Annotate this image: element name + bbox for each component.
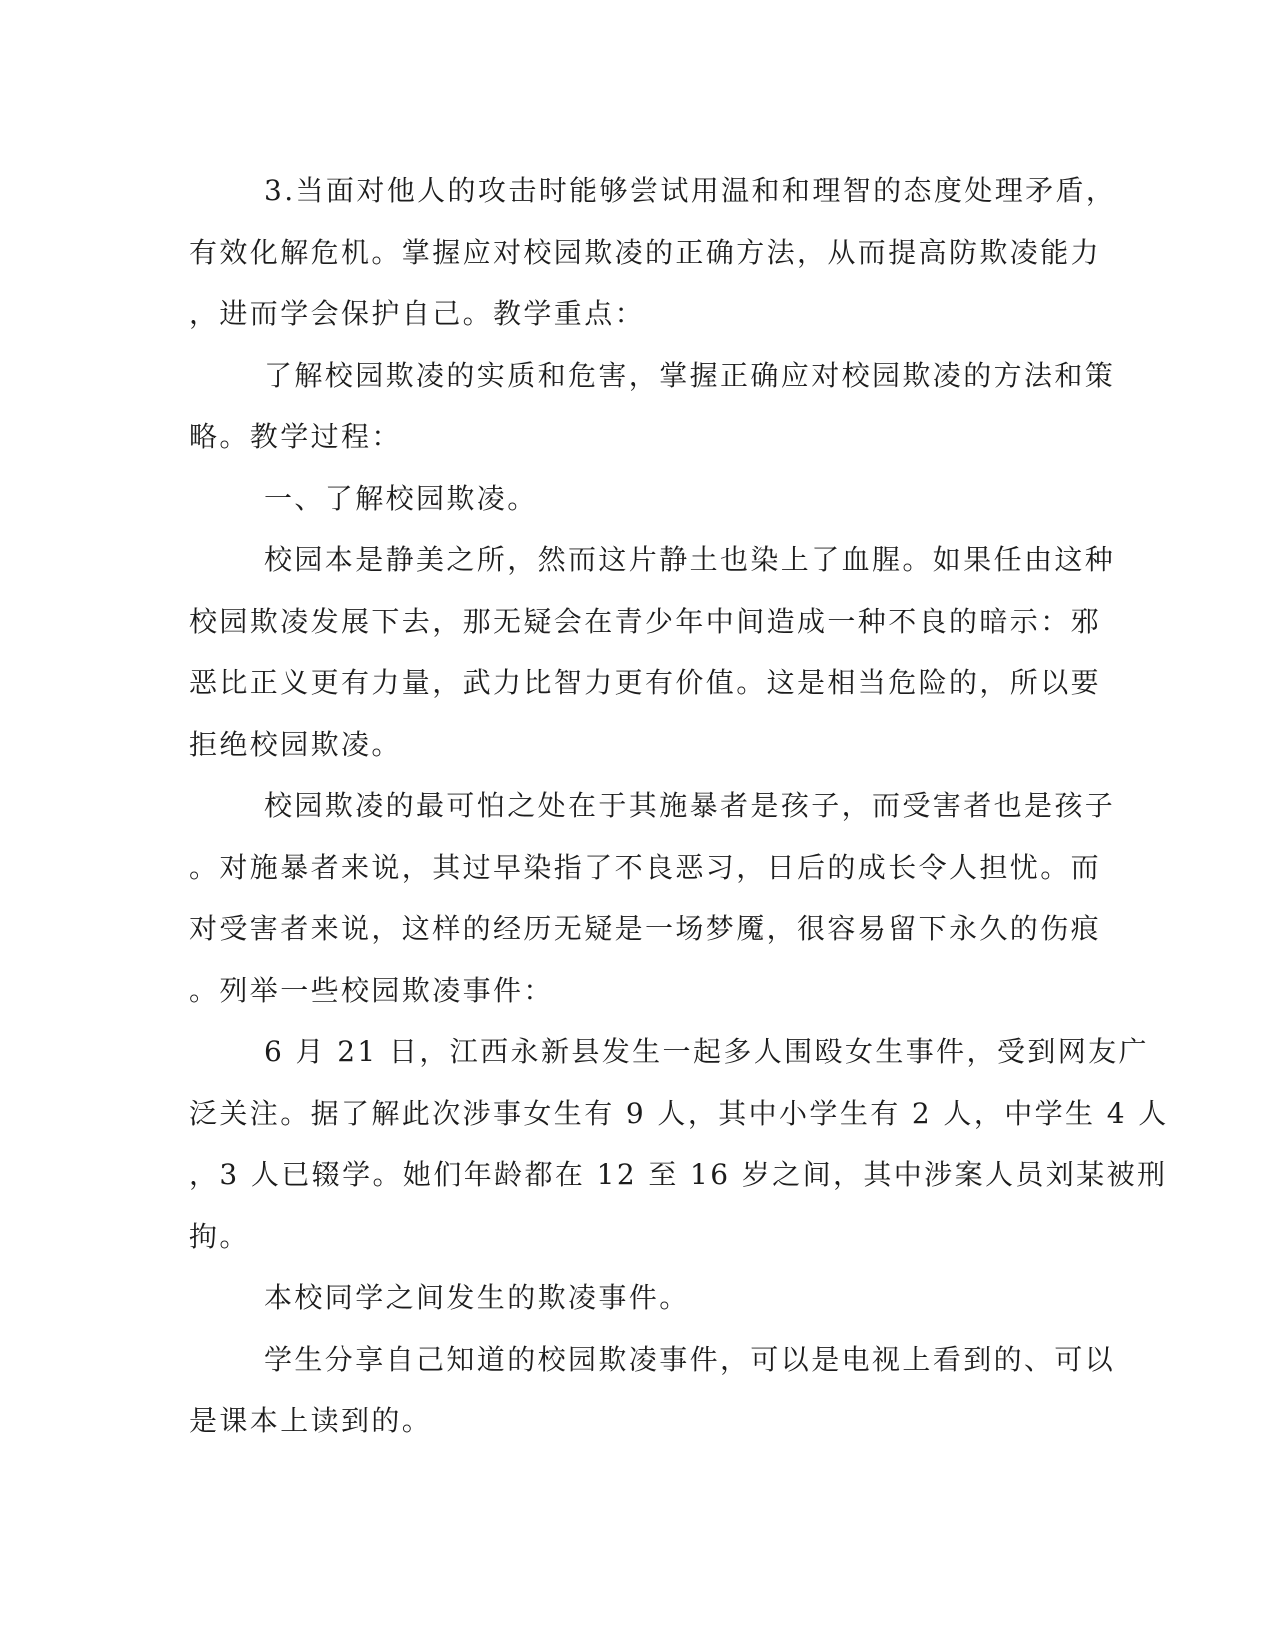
text-line: 。对施暴者来说，其过早染指了不良恶习，日后的成长令人担忧。而: [189, 850, 1102, 884]
text-line: 校园欺凌的最可怕之处在于其施暴者是孩子，而受害者也是孩子: [264, 789, 1116, 822]
text-line: 是课本上读到的。: [189, 1404, 433, 1437]
text-line: ，3 人已辍学。她们年龄都在 12 至 16 岁之间，其中涉案人员刘某被刑: [189, 1158, 1168, 1191]
text-line: 略。教学过程：: [189, 420, 402, 453]
text-line: 对受害者来说，这样的经历无疑是一场梦魇，很容易留下永久的伤痕: [189, 912, 1102, 945]
text-line: 有效化解危机。掌握应对校园欺凌的正确方法，从而提高防欺凌能力: [189, 235, 1102, 269]
text-line: 恶比正义更有力量，武力比智力更有价值。这是相当危险的，所以要: [189, 666, 1102, 699]
text-line: 泛关注。据了解此次涉事女生有 9 人，其中小学生有 2 人，中学生 4 人: [189, 1096, 1169, 1130]
text-line: 校园本是静美之所，然而这片静土也染上了血腥。如果任由这种: [264, 543, 1116, 576]
text-line: 拒绝校园欺凌。: [189, 727, 402, 761]
text-line: 本校同学之间发生的欺凌事件。: [264, 1281, 690, 1314]
text-line: 3.当面对他人的攻击时能够尝试用温和和理智的态度处理矛盾，: [264, 174, 1117, 207]
section-heading: 一、了解校园欺凌。: [264, 481, 538, 515]
text-line: 学生分享自己知道的校园欺凌事件，可以是电视上看到的、可以: [264, 1342, 1116, 1376]
document-body: [189, 160, 1169, 1452]
text-line: 校园欺凌发展下去，那无疑会在青少年中间造成一种不良的暗示：邪: [189, 604, 1102, 638]
text-line: 了解校园欺凌的实质和危害，掌握正确应对校园欺凌的方法和策: [264, 358, 1116, 392]
text-line: 。列举一些校园欺凌事件：: [189, 973, 554, 1007]
text-line: 6 月 21 日，江西永新县发生一起多人围殴女生事件，受到网友广: [264, 1035, 1149, 1068]
text-line: ，进而学会保护自己。教学重点：: [189, 297, 646, 330]
text-line: 拘。: [189, 1219, 250, 1253]
